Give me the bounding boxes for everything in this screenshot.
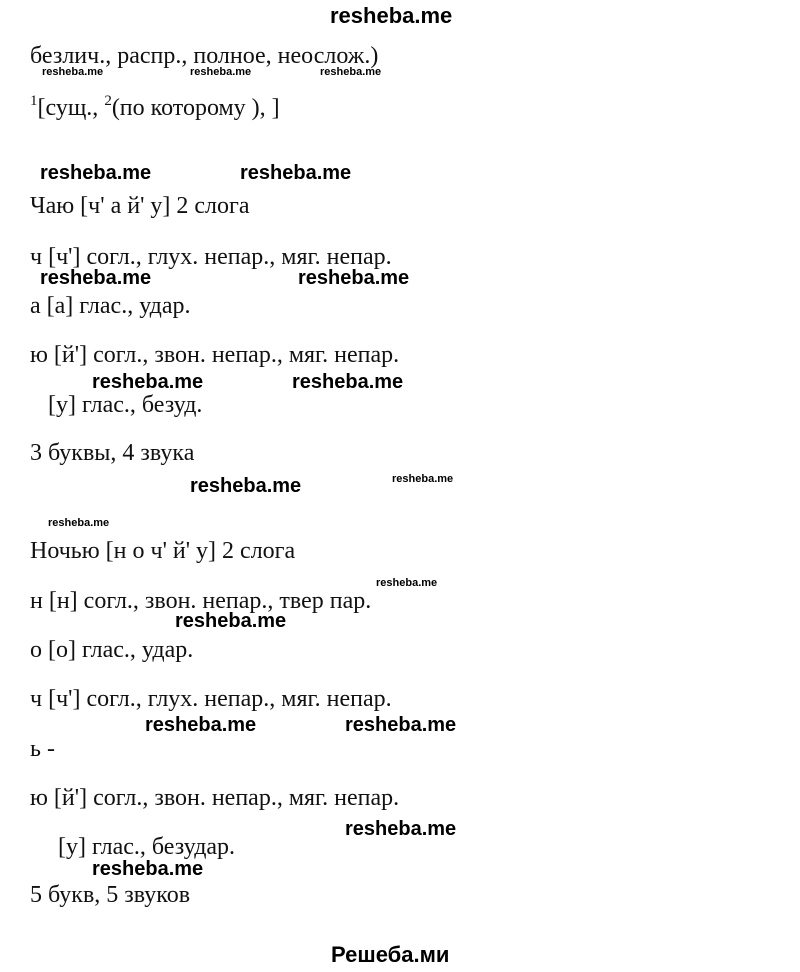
watermark: resheba.me [190, 475, 302, 497]
nochyu-line-3: ч [ч'] согл., глух. непар., мяг. непар. [30, 686, 392, 712]
text-line-sentence-scheme [30, 94, 280, 122]
chayu-line-3: ю [й'] согл., звон. непар., мяг. непар. [30, 342, 400, 368]
chayu-line-1: ч [ч'] согл., глух. непар., мяг. непар. [30, 244, 392, 270]
header-site-title: resheba.me [330, 3, 453, 28]
scheme-part-2: (по которому ), ] [111, 95, 280, 121]
chayu-summary: 3 буквы, 4 звука [30, 440, 195, 466]
chayu-line-4: [у] глас., безуд. [48, 392, 203, 418]
watermark: resheba.me [92, 371, 204, 393]
superscript-2: 2 [104, 93, 112, 109]
watermark: resheba.me [42, 66, 104, 78]
watermark: resheba.me [320, 66, 382, 78]
watermark: resheba.me [292, 371, 404, 393]
watermark: resheba.me [240, 162, 352, 184]
chayu-title: Чаю [ч' а й' у] 2 слога [30, 193, 250, 219]
watermark: resheba.me [190, 66, 252, 78]
nochyu-title: Ночью [н о ч' й' у] 2 слога [30, 538, 296, 564]
nochyu-line-5: ю [й'] согл., звон. непар., мяг. непар. [30, 785, 400, 811]
nochyu-line-6: [у] глас., безудар. [58, 834, 236, 860]
chayu-line-2: а [а] глас., удар. [30, 293, 191, 319]
watermark: resheba.me [345, 818, 457, 840]
nochyu-line-1: н [н] согл., звон. непар., твер пар. [30, 588, 372, 614]
footer-site-title: Решеба.ми [331, 942, 450, 967]
watermark: resheba.me [145, 714, 257, 736]
watermark: resheba.me [40, 162, 152, 184]
watermark: resheba.me [376, 577, 438, 589]
nochyu-line-2: о [о] глас., удар. [30, 637, 194, 663]
watermark: resheba.me [345, 714, 457, 736]
watermark: resheba.me [40, 267, 152, 289]
watermark: resheba.me [175, 610, 287, 632]
superscript-1: 1 [30, 93, 38, 109]
nochyu-summary: 5 букв, 5 звуков [30, 882, 191, 908]
watermark: resheba.me [392, 473, 454, 485]
nochyu-line-4: ь - [30, 736, 55, 762]
text-line-sentence-characteristics: безлич., распр., полное, неослож.) [30, 43, 379, 69]
watermark: resheba.me [92, 858, 204, 880]
scheme-part-1: [сущ., [37, 95, 105, 121]
watermark: resheba.me [298, 267, 410, 289]
watermark: resheba.me [48, 517, 110, 529]
